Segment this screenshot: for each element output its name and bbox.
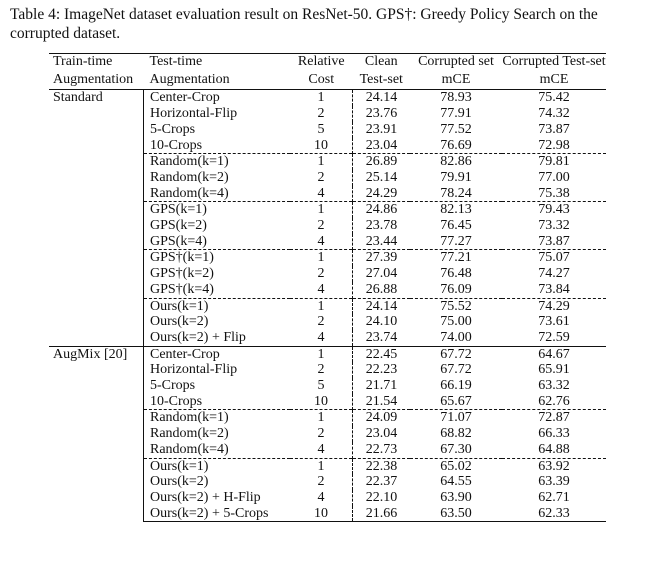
test-augmentation-cell: Ours(k=2) bbox=[150, 474, 209, 490]
clean-test-set-cell: 23.04 bbox=[365, 426, 398, 442]
corrupted-test-set-mce-cell: 75.42 bbox=[502, 90, 606, 106]
relative-cost-cell: 1 bbox=[290, 202, 353, 218]
relative-cost-cell: 1 bbox=[290, 250, 353, 266]
test-augmentation-cell: 10-Crops bbox=[150, 393, 203, 409]
corrupted-test-set-mce-cell: 73.32 bbox=[538, 218, 570, 234]
corrupted-test-set-mce-cell: 65.91 bbox=[538, 362, 570, 378]
test-augmentation-cell: 5-Crops bbox=[150, 121, 196, 137]
corrupted-test-set-mce-cell: 73.84 bbox=[538, 281, 570, 297]
relative-cost-cell: 5 bbox=[290, 122, 353, 138]
clean-test-set-cell: 23.78 bbox=[365, 218, 398, 234]
corrupted-set-mce-cell: 76.48 bbox=[440, 266, 472, 282]
test-augmentation-cell: 10-Crops bbox=[150, 137, 203, 153]
clean-test-set-cell: 24.29 bbox=[365, 185, 398, 201]
corrupted-test-set-mce-cell: 62.71 bbox=[538, 489, 570, 505]
test-augmentation-cell: Random(k=4) bbox=[150, 441, 229, 457]
test-augmentation-cell: GPS(k=2) bbox=[150, 218, 207, 234]
corrupted-set-mce-cell: 79.91 bbox=[440, 169, 472, 185]
corrupted-test-set-mce-cell: 75.07 bbox=[502, 250, 606, 266]
relative-cost-cell: 2 bbox=[290, 474, 353, 490]
clean-test-set-cell: 21.54 bbox=[365, 393, 398, 409]
corrupted-test-set-mce-cell: 63.92 bbox=[502, 458, 606, 474]
relative-cost-cell: 4 bbox=[290, 186, 353, 202]
table-caption: Table 4: ImageNet dataset evaluation result on ResNet-50. GPS†: Greedy Policy Search on the corrupted dataset. bbox=[10, 6, 598, 42]
corrupted-set-mce-cell: 71.07 bbox=[410, 410, 502, 426]
header-corrupted-set: Corrupted set bbox=[410, 54, 502, 72]
relative-cost-cell: 1 bbox=[290, 410, 353, 426]
corrupted-set-mce-cell: 76.45 bbox=[440, 218, 472, 234]
corrupted-set-mce-cell: 78.93 bbox=[410, 90, 502, 106]
relative-cost-cell: 1 bbox=[290, 346, 353, 362]
clean-test-set-cell: 22.38 bbox=[353, 458, 411, 474]
clean-test-set-cell: 23.76 bbox=[365, 106, 398, 122]
header-test-set: Test-set bbox=[359, 71, 403, 87]
clean-test-set-cell: 26.88 bbox=[365, 281, 398, 297]
test-augmentation-cell: GPS†(k=4) bbox=[150, 281, 214, 297]
test-augmentation-cell: Random(k=4) bbox=[150, 185, 229, 201]
relative-cost-cell: 1 bbox=[290, 458, 353, 474]
corrupted-test-set-mce-cell: 79.43 bbox=[502, 202, 606, 218]
corrupted-test-set-mce-cell: 79.81 bbox=[502, 154, 606, 170]
header-train-time: Train-time bbox=[49, 54, 144, 72]
corrupted-test-set-mce-cell: 66.33 bbox=[538, 426, 570, 442]
test-augmentation-cell: GPS†(k=1) bbox=[144, 250, 291, 266]
corrupted-set-mce-cell: 76.09 bbox=[440, 281, 472, 297]
test-augmentation-cell: Ours(k=2) + Flip bbox=[150, 329, 246, 345]
test-augmentation-cell: Random(k=2) bbox=[150, 169, 229, 185]
test-augmentation-cell: GPS(k=1) bbox=[144, 202, 291, 218]
relative-cost-cell: 4 bbox=[290, 234, 353, 250]
corrupted-set-mce-cell: 75.00 bbox=[440, 314, 472, 330]
relative-cost-cell: 2 bbox=[290, 266, 353, 282]
header-cost: Cost bbox=[308, 71, 335, 87]
header-train-augmentation: Augmentation bbox=[53, 71, 134, 87]
clean-test-set-cell: 25.14 bbox=[365, 169, 398, 185]
corrupted-set-mce-cell: 75.52 bbox=[410, 298, 502, 314]
corrupted-set-mce-cell: 77.52 bbox=[440, 121, 472, 137]
clean-test-set-cell: 21.71 bbox=[365, 378, 398, 394]
header-test-augmentation: Augmentation bbox=[149, 71, 230, 87]
results-table bbox=[49, 53, 606, 522]
clean-test-set-cell: 26.89 bbox=[353, 154, 411, 170]
test-augmentation-cell: Horizontal-Flip bbox=[150, 362, 238, 378]
clean-test-set-cell: 23.74 bbox=[365, 329, 398, 345]
clean-test-set-cell: 23.91 bbox=[365, 121, 398, 137]
header-ctmce: mCE bbox=[539, 71, 569, 87]
test-augmentation-cell: 5-Crops bbox=[150, 378, 196, 394]
relative-cost-cell: 10 bbox=[290, 138, 353, 154]
header-corrupted-test-set: Corrupted Test-set bbox=[502, 54, 606, 72]
test-augmentation-cell: GPS(k=4) bbox=[150, 233, 207, 249]
corrupted-test-set-mce-cell: 74.27 bbox=[538, 266, 570, 282]
relative-cost-cell: 10 bbox=[290, 506, 353, 522]
relative-cost-cell: 2 bbox=[290, 106, 353, 122]
test-augmentation-cell: Center-Crop bbox=[144, 346, 291, 362]
corrupted-set-mce-cell: 78.24 bbox=[440, 185, 472, 201]
test-augmentation-cell: Horizontal-Flip bbox=[150, 106, 238, 122]
relative-cost-cell: 2 bbox=[290, 314, 353, 330]
corrupted-test-set-mce-cell: 72.98 bbox=[538, 137, 570, 153]
test-augmentation-cell: Random(k=1) bbox=[144, 410, 291, 426]
corrupted-test-set-mce-cell: 62.76 bbox=[538, 393, 570, 409]
test-augmentation-cell: Center-Crop bbox=[144, 90, 291, 106]
corrupted-set-mce-cell: 63.90 bbox=[440, 489, 472, 505]
test-augmentation-cell: GPS†(k=2) bbox=[150, 266, 214, 282]
relative-cost-cell: 1 bbox=[290, 298, 353, 314]
header-cmce: mCE bbox=[441, 71, 471, 87]
corrupted-set-mce-cell: 76.69 bbox=[440, 137, 472, 153]
corrupted-set-mce-cell: 74.00 bbox=[440, 329, 472, 345]
corrupted-set-mce-cell: 65.02 bbox=[410, 458, 502, 474]
clean-test-set-cell: 24.14 bbox=[353, 90, 411, 106]
corrupted-test-set-mce-cell: 74.29 bbox=[502, 298, 606, 314]
relative-cost-cell: 2 bbox=[290, 218, 353, 234]
clean-test-set-cell: 24.09 bbox=[353, 410, 411, 426]
corrupted-set-mce-cell: 82.86 bbox=[410, 154, 502, 170]
corrupted-test-set-mce-cell: 73.87 bbox=[538, 121, 570, 137]
corrupted-test-set-mce-cell: 73.87 bbox=[538, 233, 570, 249]
corrupted-test-set-mce-cell: 64.67 bbox=[502, 346, 606, 362]
header-test-time: Test-time bbox=[144, 54, 291, 72]
corrupted-set-mce-cell: 66.19 bbox=[440, 378, 472, 394]
relative-cost-cell: 5 bbox=[290, 378, 353, 394]
corrupted-test-set-mce-cell: 72.59 bbox=[538, 329, 570, 345]
corrupted-set-mce-cell: 82.13 bbox=[410, 202, 502, 218]
corrupted-test-set-mce-cell: 72.87 bbox=[502, 410, 606, 426]
test-augmentation-cell: Ours(k=2) + H-Flip bbox=[150, 489, 261, 505]
clean-test-set-cell: 24.86 bbox=[353, 202, 411, 218]
corrupted-set-mce-cell: 64.55 bbox=[440, 474, 472, 490]
relative-cost-cell: 10 bbox=[290, 394, 353, 410]
test-augmentation-cell: Ours(k=2) bbox=[150, 314, 209, 330]
train-time-augmentation-cell: Standard bbox=[49, 90, 144, 346]
relative-cost-cell: 4 bbox=[290, 282, 353, 298]
corrupted-test-set-mce-cell: 74.32 bbox=[538, 106, 570, 122]
clean-test-set-cell: 22.45 bbox=[353, 346, 411, 362]
corrupted-set-mce-cell: 63.50 bbox=[410, 506, 502, 522]
corrupted-test-set-mce-cell: 62.33 bbox=[502, 506, 606, 522]
clean-test-set-cell: 27.39 bbox=[353, 250, 411, 266]
corrupted-set-mce-cell: 77.91 bbox=[440, 106, 472, 122]
relative-cost-cell: 2 bbox=[290, 426, 353, 442]
relative-cost-cell: 4 bbox=[290, 490, 353, 506]
clean-test-set-cell: 22.23 bbox=[365, 362, 398, 378]
corrupted-test-set-mce-cell: 77.00 bbox=[538, 169, 570, 185]
corrupted-set-mce-cell: 67.72 bbox=[440, 362, 472, 378]
clean-test-set-cell: 23.44 bbox=[365, 233, 398, 249]
clean-test-set-cell: 27.04 bbox=[365, 266, 398, 282]
corrupted-set-mce-cell: 68.82 bbox=[440, 426, 472, 442]
corrupted-test-set-mce-cell: 64.88 bbox=[538, 441, 570, 457]
test-augmentation-cell: Ours(k=1) bbox=[144, 458, 291, 474]
header-row-2 bbox=[49, 72, 606, 90]
corrupted-test-set-mce-cell: 73.61 bbox=[538, 314, 570, 330]
train-time-augmentation-cell: AugMix [20] bbox=[49, 346, 144, 522]
clean-test-set-cell: 23.04 bbox=[365, 137, 398, 153]
corrupted-set-mce-cell: 65.67 bbox=[440, 393, 472, 409]
table-body bbox=[49, 90, 606, 522]
relative-cost-cell: 1 bbox=[290, 90, 353, 106]
clean-test-set-cell: 22.37 bbox=[365, 474, 398, 490]
table-row bbox=[49, 90, 606, 106]
test-augmentation-cell: Random(k=1) bbox=[144, 154, 291, 170]
test-augmentation-cell: Ours(k=1) bbox=[144, 298, 291, 314]
test-augmentation-cell: Ours(k=2) + 5-Crops bbox=[144, 506, 291, 522]
clean-test-set-cell: 21.66 bbox=[353, 506, 411, 522]
table-row bbox=[49, 346, 606, 362]
test-augmentation-cell: Random(k=2) bbox=[150, 426, 229, 442]
clean-test-set-cell: 22.10 bbox=[365, 489, 398, 505]
corrupted-test-set-mce-cell: 75.38 bbox=[538, 185, 570, 201]
corrupted-test-set-mce-cell: 63.32 bbox=[538, 378, 570, 394]
corrupted-set-mce-cell: 67.30 bbox=[440, 441, 472, 457]
clean-test-set-cell: 24.10 bbox=[365, 314, 398, 330]
header-row-1 bbox=[49, 54, 606, 72]
corrupted-set-mce-cell: 67.72 bbox=[410, 346, 502, 362]
clean-test-set-cell: 24.14 bbox=[353, 298, 411, 314]
relative-cost-cell: 2 bbox=[290, 170, 353, 186]
corrupted-set-mce-cell: 77.21 bbox=[410, 250, 502, 266]
relative-cost-cell: 4 bbox=[290, 442, 353, 458]
relative-cost-cell: 2 bbox=[290, 362, 353, 378]
clean-test-set-cell: 22.73 bbox=[365, 441, 398, 457]
relative-cost-cell: 4 bbox=[290, 330, 353, 346]
corrupted-test-set-mce-cell: 63.39 bbox=[538, 474, 570, 490]
relative-cost-cell: 1 bbox=[290, 154, 353, 170]
header-clean: Clean bbox=[353, 54, 411, 72]
header-relative: Relative bbox=[290, 54, 353, 72]
corrupted-set-mce-cell: 77.27 bbox=[440, 233, 472, 249]
